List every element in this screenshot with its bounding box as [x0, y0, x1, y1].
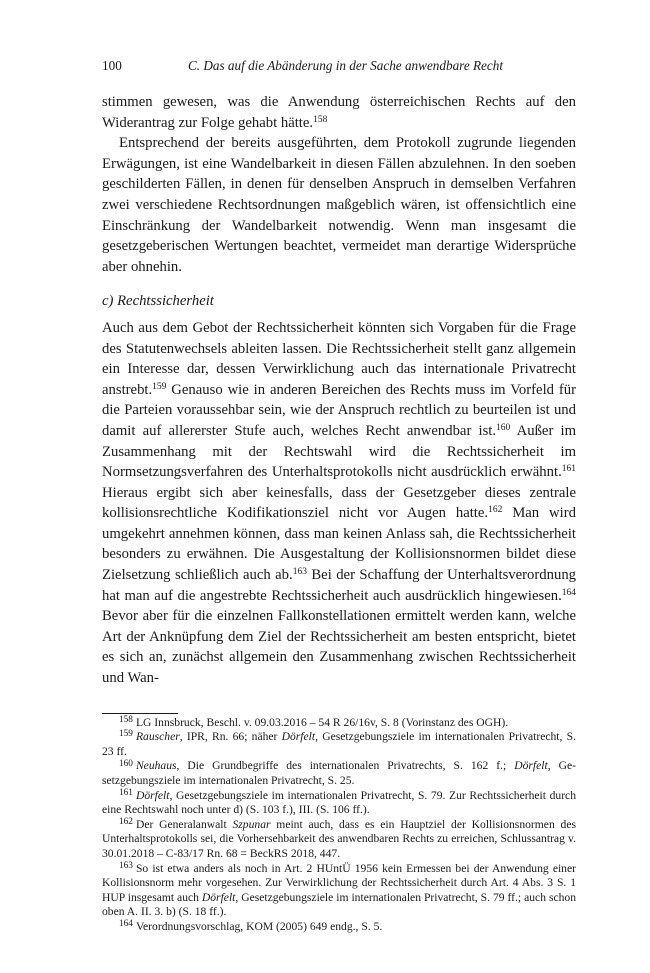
running-title: C. Das auf die Abänderung in der Sache anwendbare Recht — [188, 58, 503, 73]
footnote: $^{161}$ Dörfelt, Gesetzgebungsziele im internationalen Privatrecht, S. 79. Zur Rechtssicherheit durch eine Rechtswahl noch unter d) (S. 103 f.), III. (S. 106 ff.). — [102, 787, 576, 817]
footnote-ref: 158 — [313, 114, 328, 125]
paragraph-wandelbarkeit: Entsprechend der bereits ausgeführten, dem Protokoll zugrunde liegenden Erwägungen, ist eine Wandelbarkeit in diesen Fällen abzulehnen. In den soeben geschilderten Fällen, in denen für denselben Anspruch in demselben Verfahren zwei verschiedene Rechtsordnungen maßgeblich wären, ist offensichtlich eine Einschränkung der Wandelbarkeit notwendig. Wenn man insgesamt die gesetzgeberischen Wertungen beachtet, vermeidet man derartige Widersprüche aber ohnehin. — [102, 135, 576, 275]
footnote: $^{164}$ Verordnungsvorschlag, KOM (2005) 649 endg., S. 5. — [119, 919, 383, 933]
footnote-ref: 163 — [292, 566, 307, 577]
page-header — [102, 58, 576, 80]
footnote-ref: 159 — [152, 381, 167, 392]
footnote: $^{163}$ So ist etwa anders als noch in Art. 2 HUntÜ 1956 kein Ermessen bei der Anwendung einer Kollisionsnorm mehr vorgesehen. Zur Verwirklichung der Rechtssicherheit durch Art. 4 Abs. 3 S. 1 HUP insgesamt auch Dörfelt, Gesetzgebungsziele im internationalen Privatrecht, S. 79 ff.; auch schon oben A. II. 3. b) (S. 18 ff.). — [102, 860, 576, 919]
footnote-ref: 160 — [496, 422, 511, 433]
footnote-ref: 161 — [561, 463, 576, 474]
page-number: 100 — [102, 58, 122, 73]
footnote-ref: 162 — [488, 505, 503, 516]
paragraph-continuation: stimmen gewesen, was die Anwendung österreichischen Rechts auf den Widerantrag zur Folge gehabt hätte.$^{158}$ — [102, 94, 576, 131]
footnote: $^{160}$ Neuhaus, Die Grundbegriffe des internationalen Privatrechts, S. 162 f.; Dörfelt, Gesetzgebungsziele im internationalen Privatrecht, S. 25. — [102, 758, 576, 787]
section-heading: c) Rechtssicherheit — [102, 293, 214, 310]
footnote: $^{162}$ Der Generalanwalt Szpunar meint auch, dass es ein Hauptziel der Kollisionsnormen des Unterhaltsprotokolls sei, die Vorhersehbarkeit des anwendbaren Rechts zu erreichen, Schlussantrag v. 30.01.2018 – C-83/17 Rn. 68 = BeckRS 2018, 447. — [102, 816, 576, 860]
footnote: $^{158}$ LG Innsbruck, Beschl. v. 09.03.2016 – 54 R 26/16v, S. 8 (Vorinstanz des OGH). — [119, 714, 509, 729]
paragraph-rechtssicherheit: Auch aus dem Gebot der Rechtssicherheit könnten sich Vorgaben für die Frage des Statutenwechsels ableiten lassen. Die Rechtssicherheit stellt ganz allgemein ein Interesse dar, dessen Verwirklichung auch das internationale Privatrecht anstrebt.$^{159}$ Genauso wie in anderen Bereichen des Rechts muss im Vorfeld für die Parteien voraussehbar sein, wie der Anspruch rechtlich zu beurteilen ist und damit auf allererster Stufe auch, welches Recht anwendbar ist.$^{160}$ Außer im Zusammenhang mit der Rechtswahl wird die Rechtssicherheit im Normsetzungsverfahren des Unterhaltsprotokolls nicht ausdrücklich erwähnt.$^{161}$ Hieraus ergibt sich aber keinesfalls, dass der Gesetzgeber dieses zentrale kollisionsrechtliche Kodifikationsziel nicht vor Augen hatte.$^{162}$ Man wird umgekehrt annehmen können, dass man keinen Anlass sah, die Rechtssicherheit besonders zu erwähnen. Die Ausgestaltung der Kollisionsnormen bildet diese Zielsetzung schließlich auch ab.$^{163}$ Bei der Schaffung der Unterhaltsverordnung hat man auf die angestrebte Rechtssicherheit auch ausdrücklich hingewiesen.$^{164}$ Bevor aber für die einzelnen Fallkonstellationen ermittelt werden kann, welche Art der Anknüpfung dem Ziel der Rechtssicherheit am besten entspricht, bietet es sich an, zunächst allgemein den Zusammenhang zwischen Rechtssicherheit und Wan- — [102, 319, 577, 687]
footnote-separator — [102, 713, 178, 714]
book-page — [102, 58, 576, 935]
footnote: $^{159}$ Rauscher, IPR, Rn. 66; näher Dörfelt, Gesetzgebungsziele im internationalen Privatrecht, S. 23 ff. — [102, 729, 576, 758]
footnote-ref: 164 — [561, 587, 576, 598]
